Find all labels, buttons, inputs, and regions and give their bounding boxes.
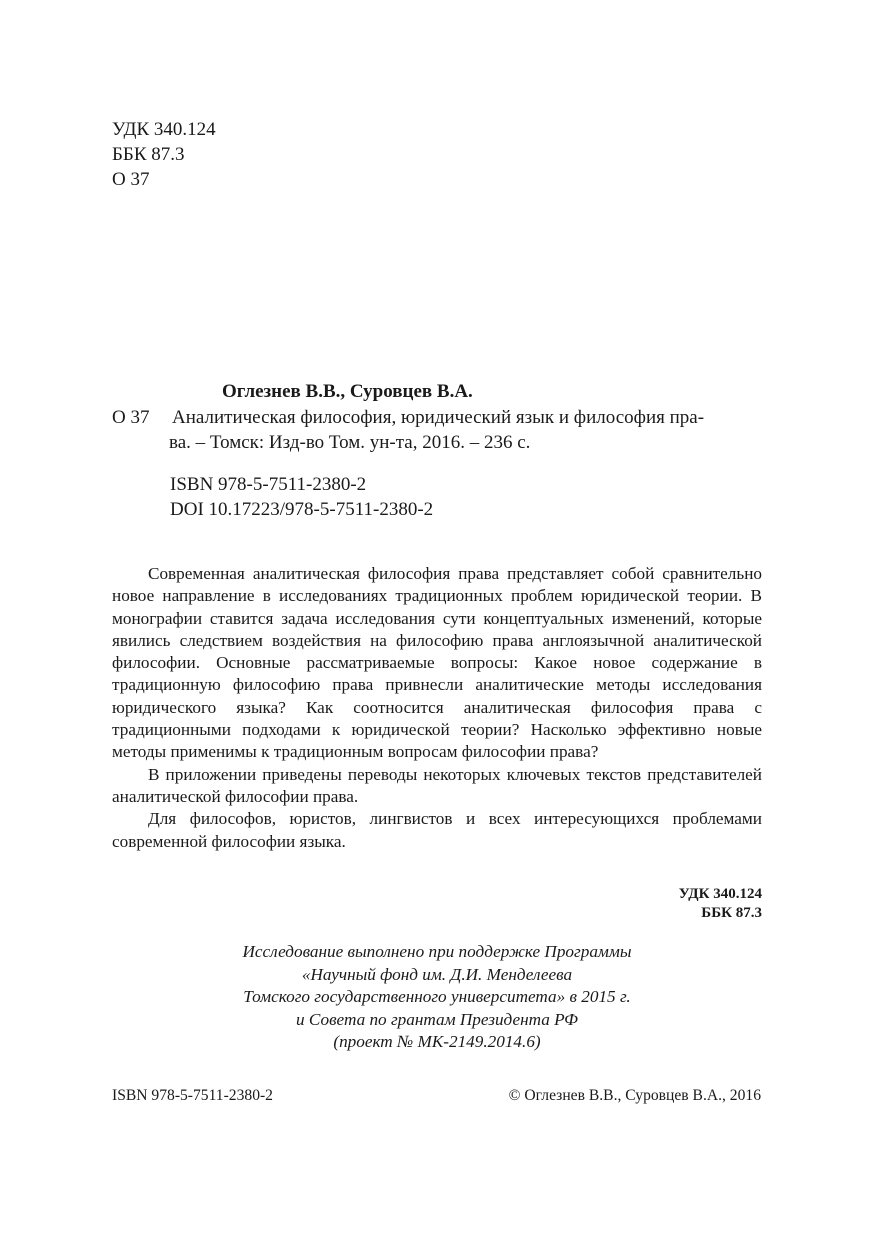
entry-author-mark: О 37 (112, 407, 150, 428)
funding-line: Томского государственного университета» в 2015 г. (243, 987, 631, 1007)
funding-line: (проект № МК-2149.2014.6) (333, 1032, 541, 1052)
udk-code: УДК 340.124 (112, 119, 216, 140)
funding-line: «Научный фонд им. Д.И. Менделеева (301, 964, 573, 984)
authors-heading: Оглезнев В.В., Суровцев В.А. (222, 381, 473, 402)
classification-codes (112, 117, 216, 192)
funding-note (112, 941, 762, 1054)
entry-title-line-1: Аналитическая философия, юридический язык и философия пра- (172, 407, 705, 428)
abstract (112, 563, 762, 853)
author-mark: О 37 (112, 169, 150, 190)
bbk-code-bottom: ББК 87.3 (701, 905, 762, 921)
entry-title-line-2: ва. – Томск: Изд-во Том. ун-та, 2016. – 236 с. (169, 432, 531, 453)
funding-line: Исследование выполнено при поддержке Программы (242, 942, 632, 961)
footer-copyright: © Оглезнев В.В., Суровцев В.А., 2016 (508, 1087, 761, 1104)
udk-code-bottom: УДК 340.124 (678, 886, 762, 902)
bbk-code: ББК 87.3 (112, 144, 185, 165)
abstract-paragraph: В приложении приведены переводы некоторых ключевых текстов представителей аналитической философии права. (112, 764, 762, 806)
abstract-paragraph: Для философов, юристов, лингвистов и всех интересующихся проблемами современной философии языка. (112, 809, 762, 851)
footer-isbn: ISBN 978-5-7511-2380-2 (112, 1087, 273, 1104)
abstract-paragraph: Современная аналитическая философия права представляет собой сравнительно новое направление в исследованиях традиционных проблем юридической теории. В монографии ставится задача исследования сути концептуальных изменений, которые явились следствием воздействия на философию права англоязычной аналитической философии. Основные рассматриваемые вопросы: Какое новое содержание в традиционную философию права привнесли аналитические методы исследования юридического языка? Как соотносится аналитическая философия права с традиционными подходами к юридической теории? Насколько эффективно новые методы применимы к традиционным вопросам философии права? (112, 564, 762, 762)
funding-line: и Совета по грантам Президента РФ (296, 1009, 578, 1029)
isbn: ISBN 978-5-7511-2380-2 (170, 474, 367, 495)
classification-bottom (679, 885, 762, 923)
identifiers (170, 472, 433, 522)
doi: DOI 10.17223/978-5-7511-2380-2 (170, 499, 434, 520)
